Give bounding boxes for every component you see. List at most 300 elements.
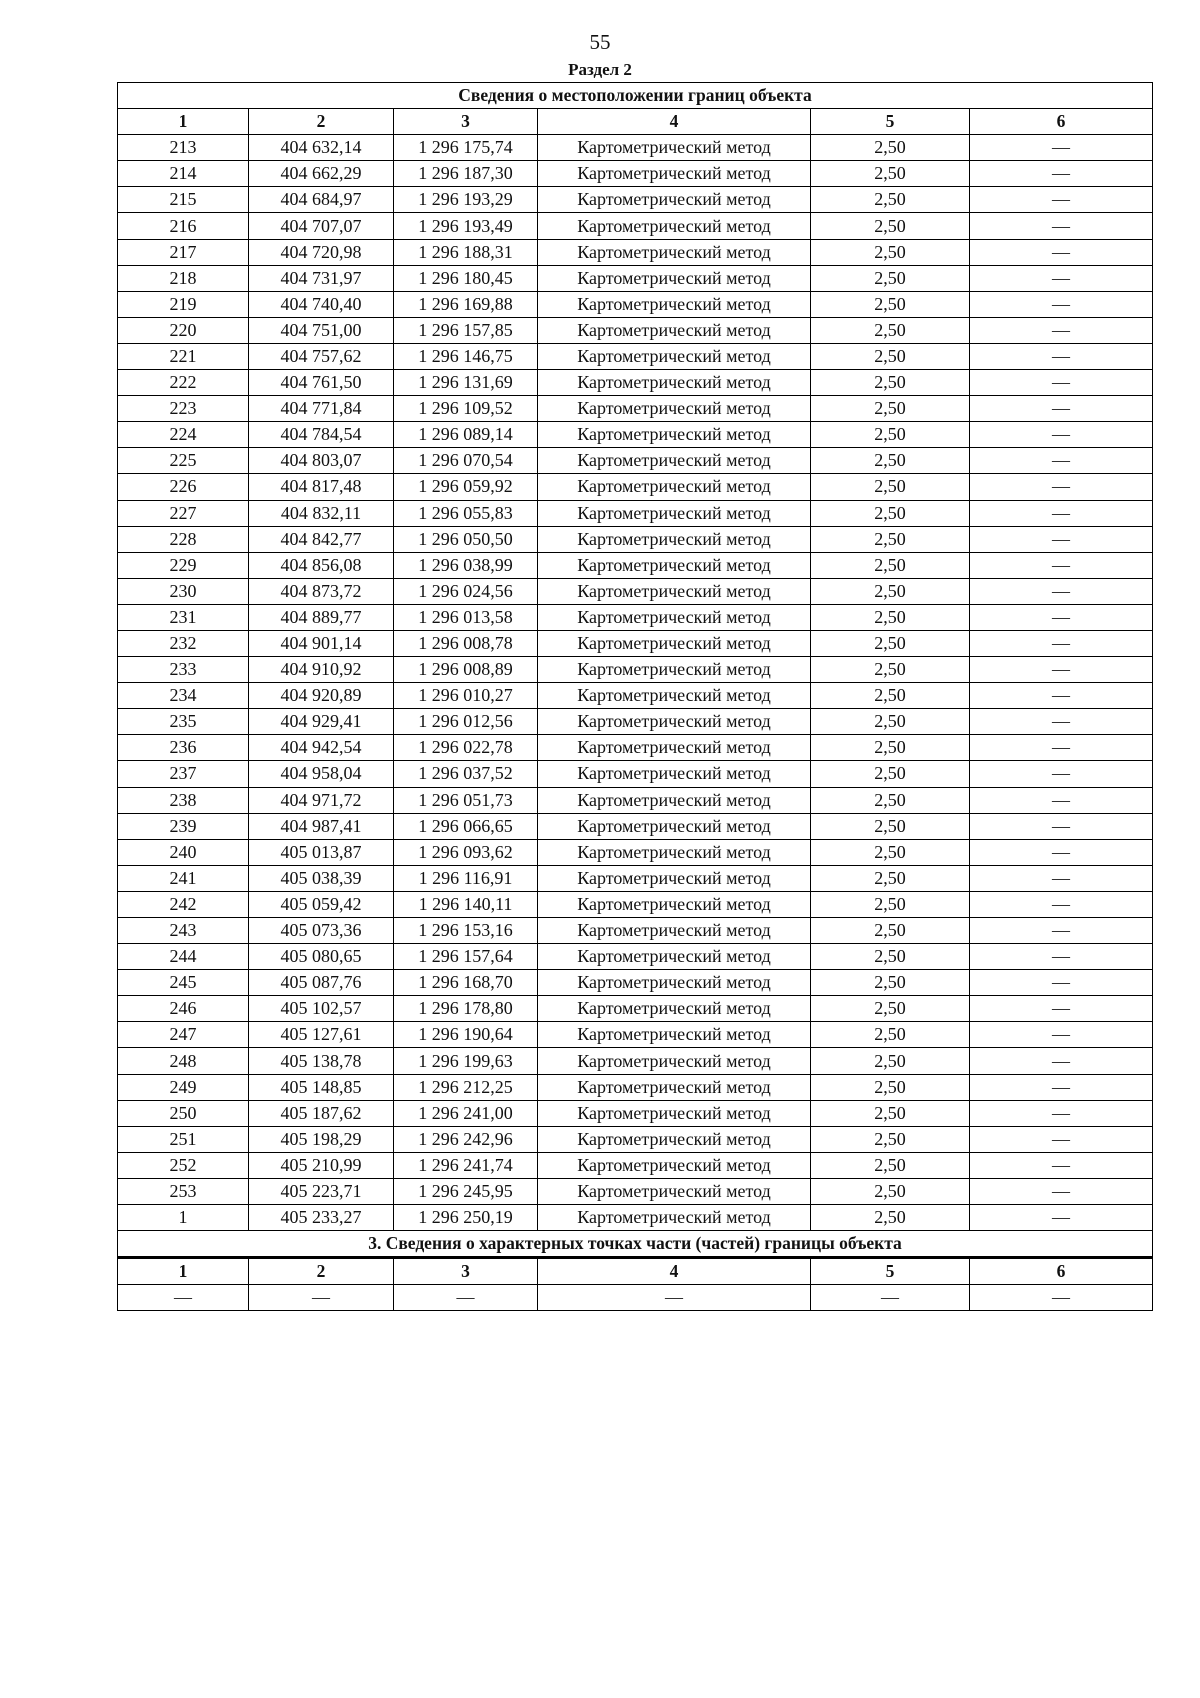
table-cell: 1 296 131,69 xyxy=(394,370,538,396)
table-row xyxy=(118,865,1153,891)
table-cell: 2,50 xyxy=(811,578,970,604)
table-cell: 230 xyxy=(118,578,249,604)
table-cell: — xyxy=(970,526,1153,552)
table-cell: — xyxy=(970,578,1153,604)
table-cell: 2,50 xyxy=(811,918,970,944)
table-cell: 1 296 013,58 xyxy=(394,604,538,630)
table-cell: 2,50 xyxy=(811,709,970,735)
column-header: 1 xyxy=(118,109,249,135)
table-cell: Картометрический метод xyxy=(538,552,811,578)
table-cell: 245 xyxy=(118,970,249,996)
table-cell: — xyxy=(970,1100,1153,1126)
table-cell: — xyxy=(970,135,1153,161)
table-row xyxy=(118,213,1153,239)
table-cell: 404 856,08 xyxy=(249,552,394,578)
table-cell: 404 971,72 xyxy=(249,787,394,813)
table-cell: 219 xyxy=(118,291,249,317)
table-cell: — xyxy=(970,448,1153,474)
table-cell: 2,50 xyxy=(811,474,970,500)
table-cell: 1 296 012,56 xyxy=(394,709,538,735)
table-cell: — xyxy=(970,161,1153,187)
table-cell: 238 xyxy=(118,787,249,813)
table-cell: 237 xyxy=(118,761,249,787)
table-cell: 404 632,14 xyxy=(249,135,394,161)
table-cell: Картометрический метод xyxy=(538,683,811,709)
table-cell: Картометрический метод xyxy=(538,213,811,239)
table-cell: 1 296 037,52 xyxy=(394,761,538,787)
table-cell: 2,50 xyxy=(811,1178,970,1204)
table-cell: — xyxy=(970,604,1153,630)
table-cell: 405 059,42 xyxy=(249,891,394,917)
table-cell: 1 296 010,27 xyxy=(394,683,538,709)
table-cell: 2,50 xyxy=(811,161,970,187)
table-cell: 2,50 xyxy=(811,135,970,161)
table-cell: 404 757,62 xyxy=(249,343,394,369)
table-cell: Картометрический метод xyxy=(538,761,811,787)
table-cell: 220 xyxy=(118,317,249,343)
table-cell: 222 xyxy=(118,370,249,396)
table-cell: Картометрический метод xyxy=(538,526,811,552)
table-cell: — xyxy=(811,1285,970,1311)
table-cell: Картометрический метод xyxy=(538,1022,811,1048)
table-cell: 405 038,39 xyxy=(249,865,394,891)
table-row xyxy=(118,343,1153,369)
table-row xyxy=(118,657,1153,683)
table-cell: 1 296 051,73 xyxy=(394,787,538,813)
table-cell: 1 296 146,75 xyxy=(394,343,538,369)
table-cell: 244 xyxy=(118,944,249,970)
table-cell: — xyxy=(970,1048,1153,1074)
table-cell: — xyxy=(970,500,1153,526)
table-cell: Картометрический метод xyxy=(538,161,811,187)
table-cell: 405 080,65 xyxy=(249,944,394,970)
table-cell: Картометрический метод xyxy=(538,1074,811,1100)
table-cell: 404 817,48 xyxy=(249,474,394,500)
table-cell: — xyxy=(394,1285,538,1311)
table-cell: — xyxy=(970,865,1153,891)
table-cell: 1 296 190,64 xyxy=(394,1022,538,1048)
table-cell: 252 xyxy=(118,1152,249,1178)
table-cell: 223 xyxy=(118,396,249,422)
table-cell: 1 296 140,11 xyxy=(394,891,538,917)
table-cell: 2,50 xyxy=(811,630,970,656)
table-row xyxy=(118,291,1153,317)
table-row xyxy=(118,448,1153,474)
table-cell: 404 842,77 xyxy=(249,526,394,552)
table-cell: 1 296 109,52 xyxy=(394,396,538,422)
table-cell: 2,50 xyxy=(811,970,970,996)
table-cell: 236 xyxy=(118,735,249,761)
table-title-row xyxy=(118,83,1153,109)
table-cell: — xyxy=(970,187,1153,213)
table-cell: 404 920,89 xyxy=(249,683,394,709)
table-cell: 404 987,41 xyxy=(249,813,394,839)
table-row xyxy=(118,474,1153,500)
boundary-table xyxy=(117,82,1153,1311)
table-cell: Картометрический метод xyxy=(538,604,811,630)
subsection-header-row xyxy=(118,1258,1153,1285)
table-cell: Картометрический метод xyxy=(538,1126,811,1152)
section-label: Раздел 2 xyxy=(568,60,632,79)
table-cell: — xyxy=(970,1285,1153,1311)
table-row xyxy=(118,996,1153,1022)
table-cell: 405 198,29 xyxy=(249,1126,394,1152)
table-cell: — xyxy=(538,1285,811,1311)
table-cell: 2,50 xyxy=(811,422,970,448)
table-cell: 1 296 157,85 xyxy=(394,317,538,343)
table-cell: 1 296 188,31 xyxy=(394,239,538,265)
table-cell: Картометрический метод xyxy=(538,1100,811,1126)
table-cell: 251 xyxy=(118,1126,249,1152)
table-cell: — xyxy=(970,213,1153,239)
table-row xyxy=(118,1178,1153,1204)
table-cell: 231 xyxy=(118,604,249,630)
table-row xyxy=(118,1074,1153,1100)
table-cell: — xyxy=(970,735,1153,761)
table-cell: 2,50 xyxy=(811,187,970,213)
table-cell: 2,50 xyxy=(811,813,970,839)
table-cell: 1 xyxy=(118,1205,249,1231)
table-cell: 2,50 xyxy=(811,370,970,396)
table-cell: 2,50 xyxy=(811,1022,970,1048)
table-cell: 232 xyxy=(118,630,249,656)
column-header: 6 xyxy=(970,1258,1153,1285)
table-cell: 404 751,00 xyxy=(249,317,394,343)
table-cell: — xyxy=(970,317,1153,343)
table-cell: — xyxy=(970,891,1153,917)
table-cell: Картометрический метод xyxy=(538,787,811,813)
table-cell: 2,50 xyxy=(811,239,970,265)
table-cell: Картометрический метод xyxy=(538,1152,811,1178)
table-cell: Картометрический метод xyxy=(538,839,811,865)
table-cell: 404 771,84 xyxy=(249,396,394,422)
table-row xyxy=(118,761,1153,787)
table-cell: 250 xyxy=(118,1100,249,1126)
table-cell: 2,50 xyxy=(811,265,970,291)
column-header: 2 xyxy=(249,109,394,135)
table-cell: 253 xyxy=(118,1178,249,1204)
table-cell: 1 296 059,92 xyxy=(394,474,538,500)
table-row xyxy=(118,918,1153,944)
table-cell: 249 xyxy=(118,1074,249,1100)
table-cell: — xyxy=(970,1205,1153,1231)
table-cell: 1 296 212,25 xyxy=(394,1074,538,1100)
table-cell: 2,50 xyxy=(811,891,970,917)
table-cell: 2,50 xyxy=(811,448,970,474)
table-cell: 2,50 xyxy=(811,735,970,761)
table-cell: 225 xyxy=(118,448,249,474)
table-cell: 243 xyxy=(118,918,249,944)
table-cell: 404 901,14 xyxy=(249,630,394,656)
table-cell: 404 910,92 xyxy=(249,657,394,683)
table-row xyxy=(118,891,1153,917)
table-cell: 1 296 241,00 xyxy=(394,1100,538,1126)
table-row xyxy=(118,1100,1153,1126)
table-row xyxy=(118,813,1153,839)
table-cell: — xyxy=(970,970,1153,996)
table-row xyxy=(118,239,1153,265)
table-cell: — xyxy=(970,657,1153,683)
table-cell: 1 296 008,78 xyxy=(394,630,538,656)
table-cell: — xyxy=(970,944,1153,970)
table-cell: Картометрический метод xyxy=(538,187,811,213)
table-cell: Картометрический метод xyxy=(538,1048,811,1074)
table-cell: — xyxy=(970,1022,1153,1048)
table-cell: 2,50 xyxy=(811,213,970,239)
table-cell: 404 889,77 xyxy=(249,604,394,630)
table-cell: 2,50 xyxy=(811,526,970,552)
table-cell: 246 xyxy=(118,996,249,1022)
table-cell: — xyxy=(970,422,1153,448)
table-cell: 1 296 250,19 xyxy=(394,1205,538,1231)
table-cell: 1 296 169,88 xyxy=(394,291,538,317)
table-cell: 2,50 xyxy=(811,683,970,709)
table-cell: 1 296 241,74 xyxy=(394,1152,538,1178)
table-cell: 404 707,07 xyxy=(249,213,394,239)
table-row xyxy=(118,187,1153,213)
table-cell: Картометрический метод xyxy=(538,291,811,317)
table-cell: — xyxy=(970,813,1153,839)
table-cell: 234 xyxy=(118,683,249,709)
table-row xyxy=(118,526,1153,552)
table-cell: — xyxy=(970,1178,1153,1204)
table-cell: 227 xyxy=(118,500,249,526)
table-cell: 2,50 xyxy=(811,761,970,787)
table-row xyxy=(118,161,1153,187)
table-cell: 248 xyxy=(118,1048,249,1074)
column-header: 5 xyxy=(811,109,970,135)
column-header: 6 xyxy=(970,109,1153,135)
column-header: 3 xyxy=(394,1258,538,1285)
table-cell: — xyxy=(970,396,1153,422)
table-cell: 214 xyxy=(118,161,249,187)
table-cell: 404 684,97 xyxy=(249,187,394,213)
table-row xyxy=(118,839,1153,865)
table-cell: 1 296 168,70 xyxy=(394,970,538,996)
table-cell: Картометрический метод xyxy=(538,135,811,161)
table-row xyxy=(118,135,1153,161)
table-cell: 2,50 xyxy=(811,1126,970,1152)
column-header: 4 xyxy=(538,1258,811,1285)
table-row xyxy=(118,317,1153,343)
table-cell: Картометрический метод xyxy=(538,448,811,474)
table-cell: 2,50 xyxy=(811,396,970,422)
table-cell: Картометрический метод xyxy=(538,865,811,891)
table-cell: Картометрический метод xyxy=(538,630,811,656)
table-cell: 1 296 089,14 xyxy=(394,422,538,448)
table-row xyxy=(118,422,1153,448)
table-cell: 241 xyxy=(118,865,249,891)
table-cell: 2,50 xyxy=(811,291,970,317)
subsection-title: 3. Сведения о характерных точках части (частей) границы объекта xyxy=(118,1231,1153,1258)
table-cell: 226 xyxy=(118,474,249,500)
table-cell: 239 xyxy=(118,813,249,839)
table-cell: 405 233,27 xyxy=(249,1205,394,1231)
table-cell: 1 296 193,49 xyxy=(394,213,538,239)
table-cell: 242 xyxy=(118,891,249,917)
table-row xyxy=(118,1126,1153,1152)
column-header: 1 xyxy=(118,1258,249,1285)
column-header-row xyxy=(118,109,1153,135)
table-cell: 404 803,07 xyxy=(249,448,394,474)
table-cell: — xyxy=(970,291,1153,317)
table-cell: 2,50 xyxy=(811,944,970,970)
table-cell: Картометрический метод xyxy=(538,239,811,265)
table-cell: 404 720,98 xyxy=(249,239,394,265)
table-cell: 405 148,85 xyxy=(249,1074,394,1100)
table-cell: 1 296 024,56 xyxy=(394,578,538,604)
table-cell: 2,50 xyxy=(811,787,970,813)
table-row xyxy=(118,683,1153,709)
table-cell: 405 013,87 xyxy=(249,839,394,865)
table-cell: 405 127,61 xyxy=(249,1022,394,1048)
table-cell: 2,50 xyxy=(811,500,970,526)
table-title: Сведения о местоположении границ объекта xyxy=(118,83,1153,109)
table-cell: Картометрический метод xyxy=(538,657,811,683)
table-cell: 2,50 xyxy=(811,1074,970,1100)
table-cell: 218 xyxy=(118,265,249,291)
table-row xyxy=(118,552,1153,578)
table-cell: 404 873,72 xyxy=(249,578,394,604)
table-cell: 404 942,54 xyxy=(249,735,394,761)
table-cell: 2,50 xyxy=(811,343,970,369)
table-cell: Картометрический метод xyxy=(538,944,811,970)
table-cell: 405 187,62 xyxy=(249,1100,394,1126)
table-cell: — xyxy=(970,474,1153,500)
table-cell: — xyxy=(970,552,1153,578)
table-cell: 405 073,36 xyxy=(249,918,394,944)
table-cell: 404 761,50 xyxy=(249,370,394,396)
table-cell: Картометрический метод xyxy=(538,1205,811,1231)
table-cell: Картометрический метод xyxy=(538,918,811,944)
table-cell: Картометрический метод xyxy=(538,735,811,761)
table-cell: 1 296 193,29 xyxy=(394,187,538,213)
table-row xyxy=(118,630,1153,656)
table-cell: 1 296 157,64 xyxy=(394,944,538,970)
table-cell: — xyxy=(970,343,1153,369)
table-cell: — xyxy=(970,1074,1153,1100)
table-cell: — xyxy=(970,683,1153,709)
table-row xyxy=(118,396,1153,422)
table-cell: Картометрический метод xyxy=(538,1178,811,1204)
table-row xyxy=(118,1048,1153,1074)
table-cell: 1 296 055,83 xyxy=(394,500,538,526)
table-cell: 405 087,76 xyxy=(249,970,394,996)
table-cell: 1 296 038,99 xyxy=(394,552,538,578)
table-cell: 1 296 066,65 xyxy=(394,813,538,839)
table-cell: 213 xyxy=(118,135,249,161)
table-cell: — xyxy=(970,918,1153,944)
table-cell: 2,50 xyxy=(811,1205,970,1231)
table-row xyxy=(118,970,1153,996)
table-row xyxy=(118,265,1153,291)
column-header: 3 xyxy=(394,109,538,135)
table-cell: 235 xyxy=(118,709,249,735)
table-cell: 404 929,41 xyxy=(249,709,394,735)
table-cell: 1 296 093,62 xyxy=(394,839,538,865)
table-cell: 1 296 008,89 xyxy=(394,657,538,683)
table-cell: 1 296 199,63 xyxy=(394,1048,538,1074)
table-cell: 240 xyxy=(118,839,249,865)
table-row xyxy=(118,1205,1153,1231)
table-cell: 404 958,04 xyxy=(249,761,394,787)
table-cell: 1 296 050,50 xyxy=(394,526,538,552)
table-row xyxy=(118,1152,1153,1178)
table-cell: — xyxy=(970,1152,1153,1178)
boundary-table-body xyxy=(118,83,1153,1311)
table-cell: 405 102,57 xyxy=(249,996,394,1022)
table-cell: Картометрический метод xyxy=(538,396,811,422)
table-cell: — xyxy=(970,709,1153,735)
table-cell: Картометрический метод xyxy=(538,813,811,839)
column-header: 4 xyxy=(538,109,811,135)
table-cell: 405 210,99 xyxy=(249,1152,394,1178)
table-cell: Картометрический метод xyxy=(538,891,811,917)
table-row xyxy=(118,709,1153,735)
table-cell: — xyxy=(970,239,1153,265)
table-cell: 1 296 242,96 xyxy=(394,1126,538,1152)
table-cell: Картометрический метод xyxy=(538,996,811,1022)
table-cell: Картометрический метод xyxy=(538,422,811,448)
table-cell: 233 xyxy=(118,657,249,683)
table-cell: 228 xyxy=(118,526,249,552)
column-header: 2 xyxy=(249,1258,394,1285)
table-cell: Картометрический метод xyxy=(538,265,811,291)
table-cell: 247 xyxy=(118,1022,249,1048)
column-header: 5 xyxy=(811,1258,970,1285)
table-cell: 2,50 xyxy=(811,839,970,865)
table-cell: — xyxy=(970,1126,1153,1152)
table-cell: — xyxy=(970,787,1153,813)
table-cell: 1 296 180,45 xyxy=(394,265,538,291)
table-cell: 224 xyxy=(118,422,249,448)
table-cell: — xyxy=(970,996,1153,1022)
table-cell: Картометрический метод xyxy=(538,970,811,996)
table-cell: 1 296 070,54 xyxy=(394,448,538,474)
table-cell: 2,50 xyxy=(811,865,970,891)
table-cell: Картометрический метод xyxy=(538,343,811,369)
table-row xyxy=(118,604,1153,630)
table-cell: 2,50 xyxy=(811,1100,970,1126)
table-cell: Картометрический метод xyxy=(538,500,811,526)
table-cell: 404 662,29 xyxy=(249,161,394,187)
table-row xyxy=(118,735,1153,761)
table-cell: — xyxy=(970,761,1153,787)
table-row xyxy=(118,944,1153,970)
table-cell: 405 223,71 xyxy=(249,1178,394,1204)
table-row xyxy=(118,787,1153,813)
table-cell: 2,50 xyxy=(811,996,970,1022)
table-cell: — xyxy=(970,370,1153,396)
table-row xyxy=(118,370,1153,396)
table-cell: 2,50 xyxy=(811,604,970,630)
table-cell: Картометрический метод xyxy=(538,474,811,500)
table-cell: — xyxy=(970,630,1153,656)
table-cell: 217 xyxy=(118,239,249,265)
table-cell: 229 xyxy=(118,552,249,578)
table-cell: — xyxy=(118,1285,249,1311)
table-cell: 1 296 153,16 xyxy=(394,918,538,944)
table-cell: 2,50 xyxy=(811,552,970,578)
table-cell: 404 784,54 xyxy=(249,422,394,448)
table-cell: 2,50 xyxy=(811,657,970,683)
table-cell: Картометрический метод xyxy=(538,709,811,735)
table-cell: 404 731,97 xyxy=(249,265,394,291)
table-row xyxy=(118,578,1153,604)
table-cell: 1 296 116,91 xyxy=(394,865,538,891)
table-cell: 1 296 175,74 xyxy=(394,135,538,161)
table-cell: — xyxy=(249,1285,394,1311)
